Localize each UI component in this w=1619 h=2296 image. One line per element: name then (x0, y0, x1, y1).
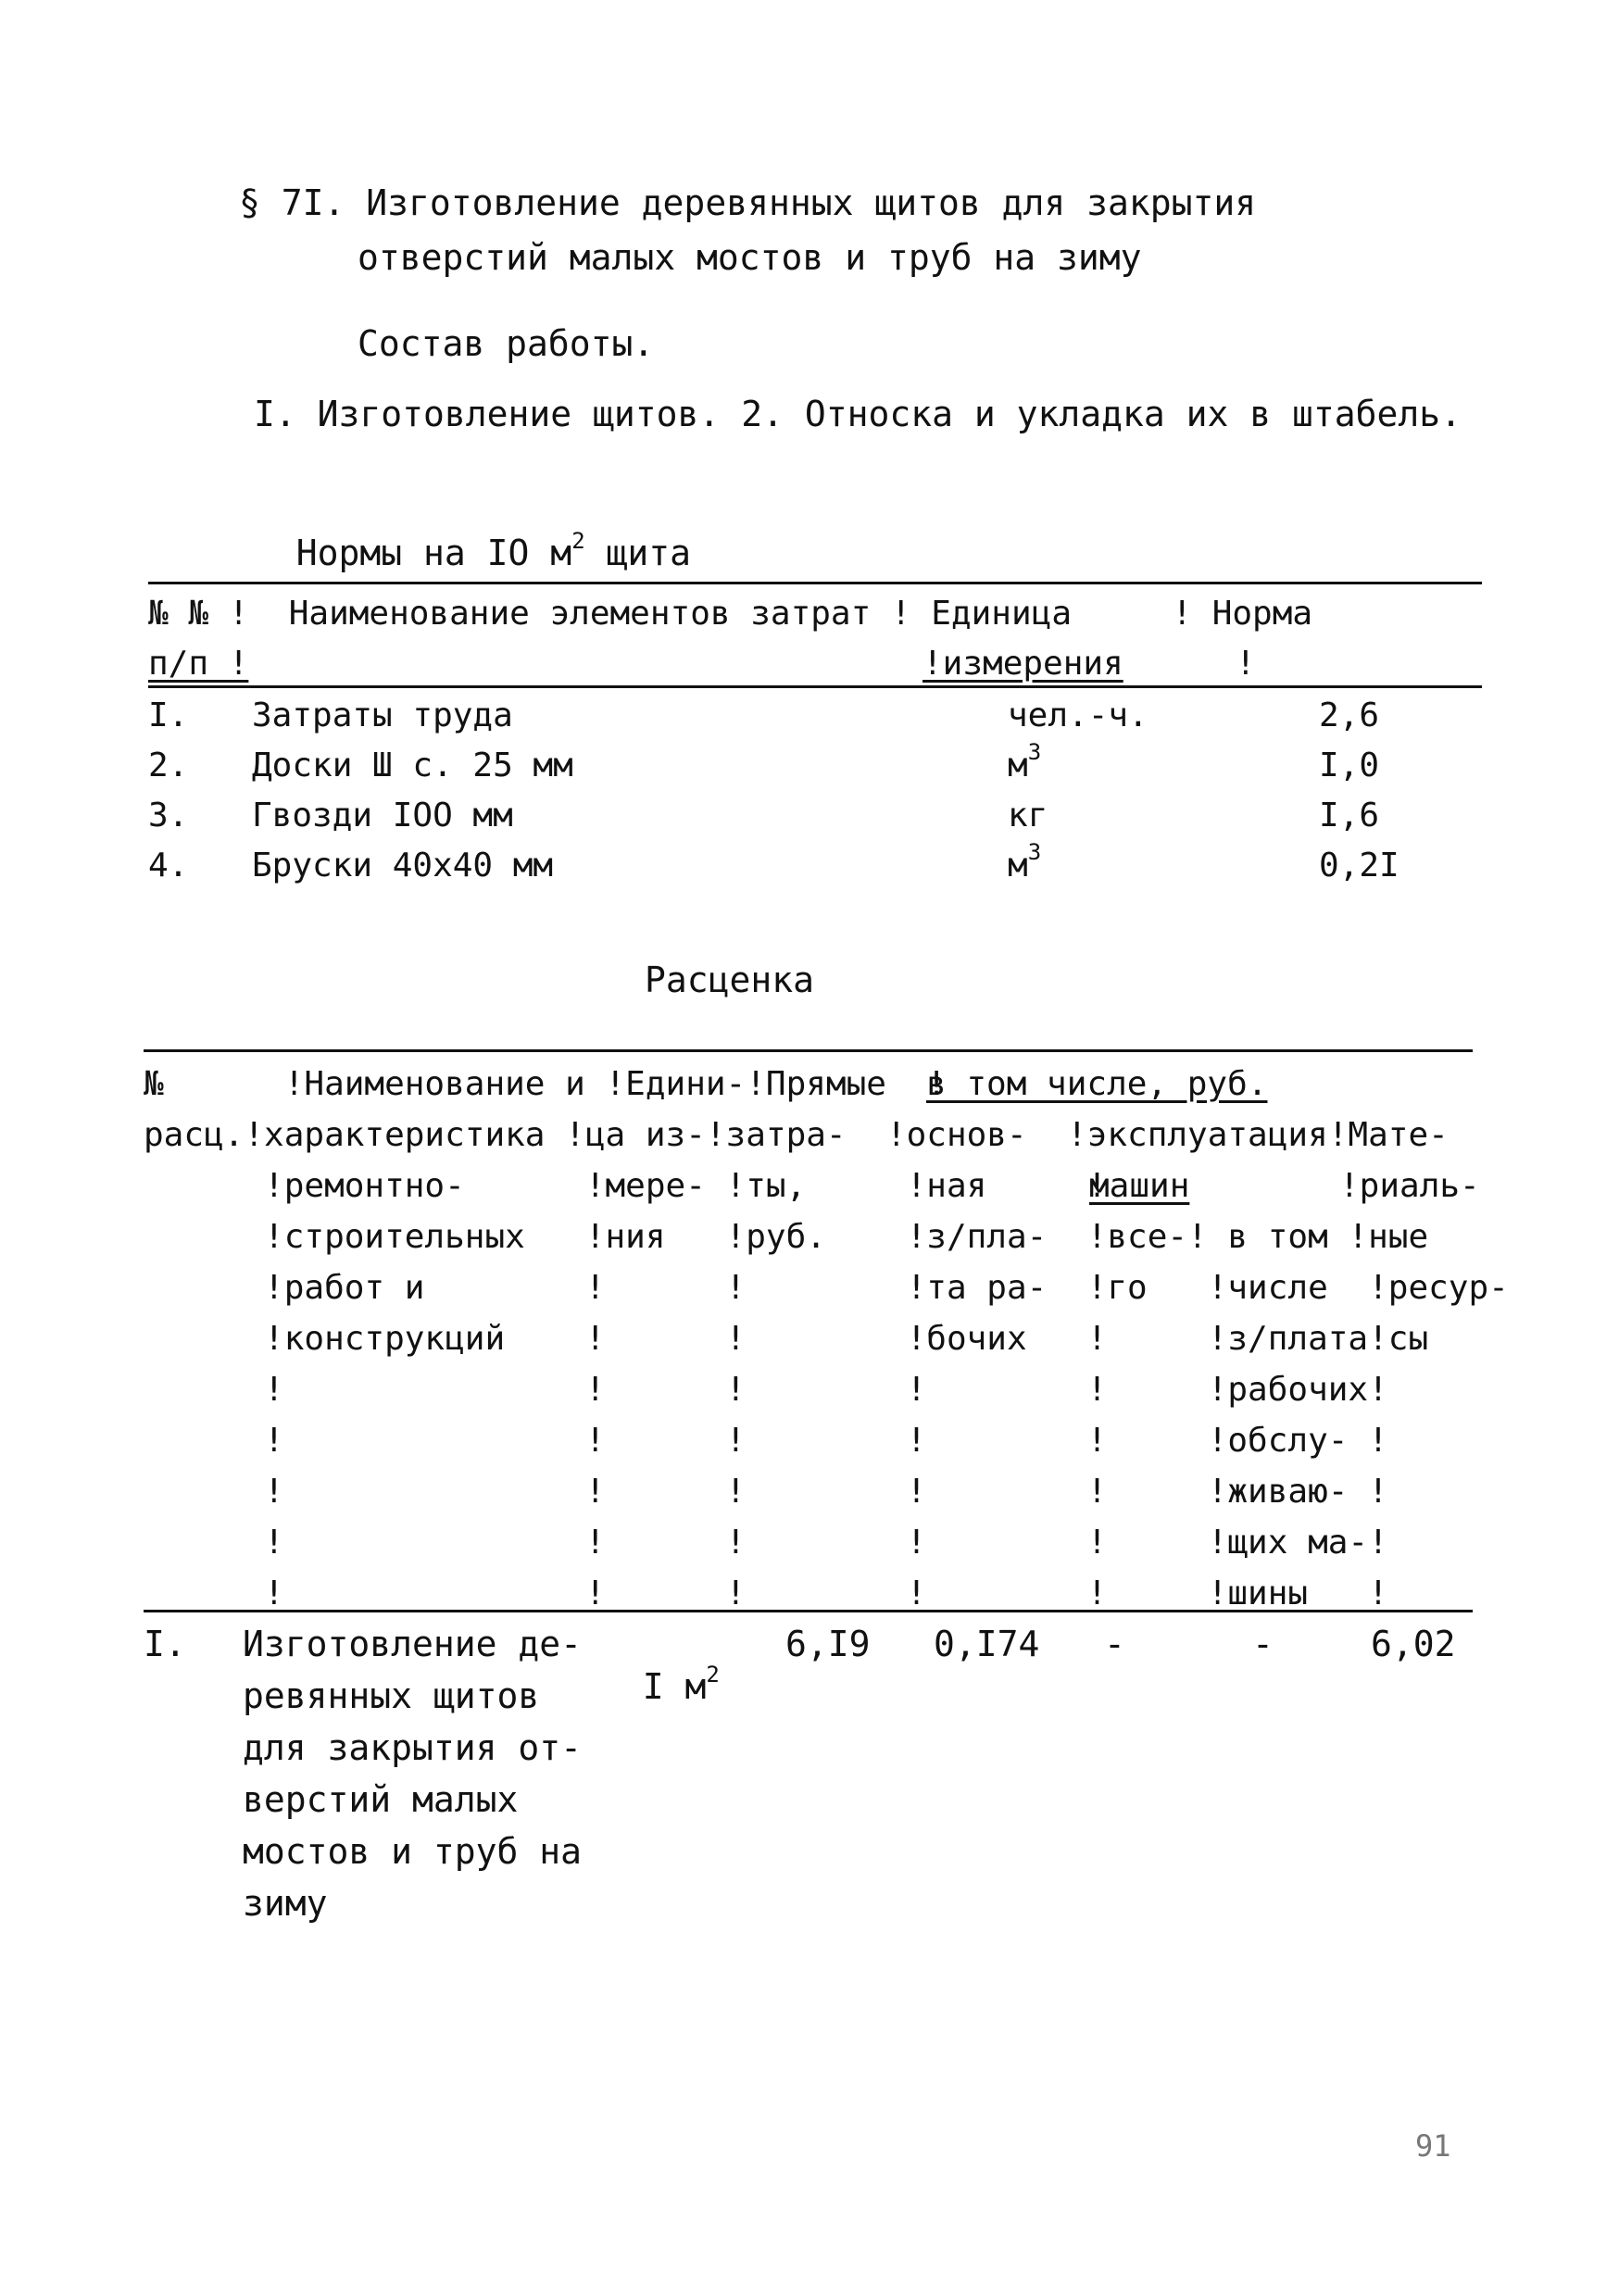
norms-row-norm: I,6 (1319, 797, 1380, 834)
pricing-header-line: ! ! ! ! ! !обслу- ! (144, 1422, 1388, 1460)
norms-caption-sup: 2 (571, 528, 585, 554)
pricing-header-line: ! ! ! ! ! !живаю- ! (144, 1473, 1388, 1511)
norms-row-num: I. (148, 696, 189, 734)
pricing-header-machines: машин (1089, 1167, 1190, 1205)
norms-row-unit-text: кг (1008, 797, 1048, 834)
pricing-row-machines-total: - (1104, 1624, 1125, 1664)
norms-row-norm: 0,2I (1319, 847, 1399, 885)
norms-row-name: Доски Ш с. 25 мм (252, 747, 573, 784)
norms-row-num: 4. (148, 847, 189, 885)
norms-row-name: Бруски 40х40 мм (252, 847, 554, 885)
pricing-header-line: !строительных !ния !руб. !з/пла- !все-! в том !ные (144, 1218, 1429, 1256)
pricing-row-name-line: для закрытия от- (243, 1727, 583, 1768)
work-text: I. Изготовление щитов. 2. Относка и укладка их в штабель. (254, 394, 1462, 434)
norms-row-unit-sup: 3 (1027, 739, 1042, 765)
pricing-header-materials: !риаль- (1339, 1167, 1480, 1205)
pricing-row-unit-text: I м (642, 1666, 707, 1707)
page-number: 91 (1415, 2128, 1451, 2164)
pricing-header-line: расц.!характеристика !ца из-!затра- !основ- !эксплуатация!Мате- (144, 1116, 1449, 1154)
norms-header-unit: !измерения (922, 645, 1123, 683)
pricing-heading: Расценка (645, 960, 815, 1000)
norms-header-row2: п/п ! (148, 645, 249, 683)
norms-row-name: Затраты труда (252, 696, 513, 734)
norms-row-unit-text: м (1008, 847, 1028, 885)
pricing-header-line: ! ! ! ! ! !шины ! (144, 1575, 1388, 1612)
norms-row-unit (1008, 695, 1148, 737)
norms-row-unit (1008, 795, 1048, 837)
pricing-row-unit-sup: 2 (706, 1662, 720, 1687)
pricing-header-line: !работ и ! ! !та ра- !го !числе !ресур- (144, 1269, 1509, 1307)
norms-row-unit-text: м (1008, 747, 1028, 784)
pricing-row-machines-wage: - (1252, 1624, 1274, 1664)
norms-caption-suffix: щита (584, 533, 692, 573)
pricing-header-line: !конструкций ! ! !бочих ! !з/плата!сы (144, 1320, 1429, 1358)
norms-row-num: 2. (148, 747, 189, 784)
pricing-row-num: I. (144, 1624, 186, 1664)
norms-row-unit (1008, 739, 1042, 787)
norms-top-rule (148, 582, 1482, 584)
norms-row-num: 3. (148, 797, 189, 834)
pricing-header-line: ! ! ! ! ! !щих ма-! (144, 1524, 1388, 1562)
pricing-header-rule (144, 1610, 1473, 1612)
norms-header-rule (148, 685, 1482, 688)
pricing-row-direct-cost: 6,I9 (785, 1624, 871, 1664)
pricing-row-unit (600, 1623, 720, 1708)
norms-caption-prefix: Нормы на IO м (295, 533, 572, 573)
pricing-header-line: !ремонтно- !мере- !ты, !ная ! (144, 1167, 1108, 1205)
pricing-row-materials: 6,02 (1371, 1624, 1456, 1664)
norms-row-norm: I,0 (1319, 747, 1380, 784)
work-heading: Состав работы. (358, 323, 655, 364)
norms-row-unit-text: чел.-ч. (1008, 696, 1148, 734)
pricing-row-base-wage: 0,I74 (934, 1624, 1040, 1664)
section-title-line2: отверстий малых мостов и труб на зиму (358, 237, 1142, 278)
section-title-line1: § 7I. Изготовление деревянных щитов для закрытия (239, 182, 1257, 223)
pricing-header-line: ! ! ! ! ! !рабочих! (144, 1371, 1388, 1409)
norms-row-norm: 2,6 (1319, 696, 1380, 734)
norms-row-name: Гвозди IOO мм (252, 797, 513, 834)
pricing-top-rule (144, 1049, 1473, 1052)
norms-row-unit-sup: 3 (1027, 839, 1042, 865)
pricing-row-name-line: Изготовление де- (243, 1624, 583, 1664)
pricing-row-name-line: ревянных щитов (243, 1675, 540, 1716)
pricing-row-name-line: верстий малых (243, 1779, 519, 1820)
norms-caption (254, 489, 691, 574)
pricing-row-name-line: зиму (243, 1883, 328, 1924)
pricing-header-line: № !Наименование и !Едини-!Прямые ! (144, 1065, 947, 1103)
norms-header-end: ! (1236, 645, 1256, 683)
pricing-header-in-total: в том числе, руб. (926, 1065, 1268, 1103)
pricing-row-name-line: мостов и труб на (243, 1831, 583, 1872)
norms-row-unit (1008, 839, 1042, 887)
norms-header-row1: № № ! Наименование элементов затрат ! Единица ! Норма (148, 595, 1313, 633)
